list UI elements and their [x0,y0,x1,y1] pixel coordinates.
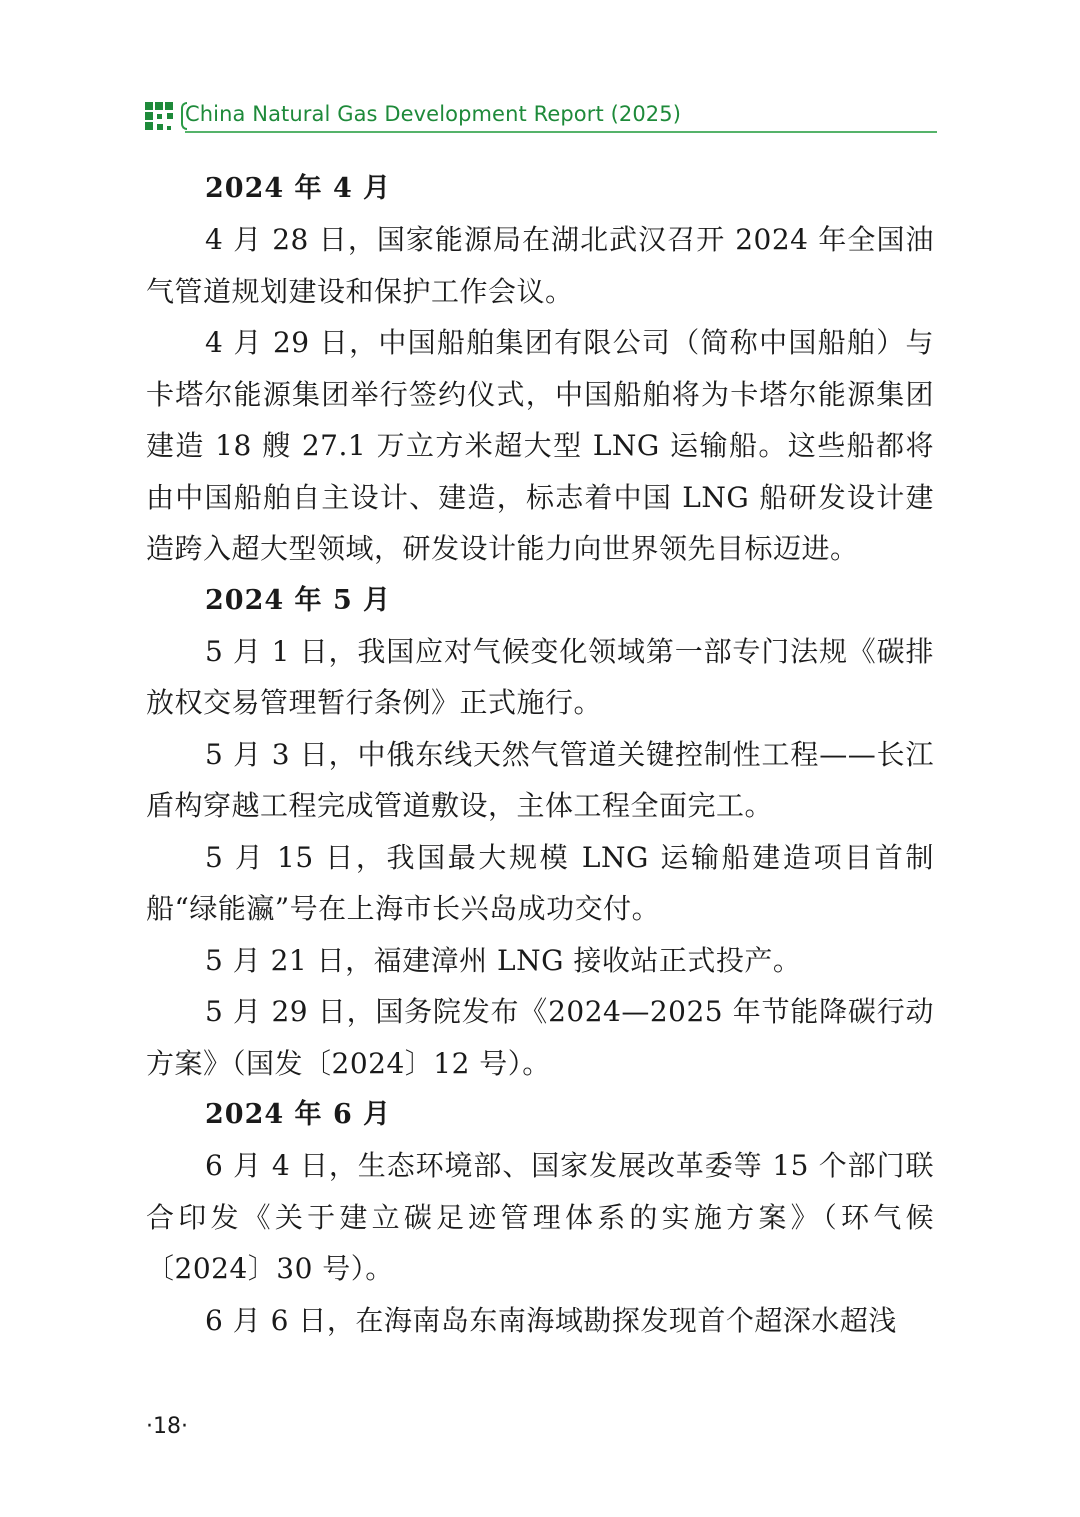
section-may [146,575,934,1090]
report-title: China Natural Gas Development Report (2025) [185,102,682,126]
report-logo-icon [145,102,175,132]
section-april [146,163,934,575]
paragraph: 6 月 4 日，生态环境部、国家发展改革委等 15 个部门联合印发《关于建立碳足迹管理体系的实施方案》（环气候〔2024〕30 号）。 [146,1149,934,1285]
paragraph: 5 月 1 日，我国应对气候变化领域第一部专门法规《碳排放权交易管理暂行条例》正式施行。 [146,634,934,719]
page-body [146,163,934,1346]
paragraph: 5 月 21 日，福建漳州 LNG 接收站正式投产。 [205,943,802,977]
section-heading: 2024 年 6 月 [205,1099,392,1130]
header-divider [185,131,937,133]
paragraph: 6 月 6 日，在海南岛东南海域勘探发现首个超深水超浅 [205,1303,897,1337]
section-heading: 2024 年 4 月 [205,173,392,204]
section-june [146,1089,934,1346]
paragraph: 4 月 29 日，中国船舶集团有限公司（简称中国船舶）与卡塔尔能源集团举行签约仪式，中国船舶将为卡塔尔能源集团建造 18 艘 27.1 万立方米超大型 LNG 运输船。这些船都将由中国船舶自主设计、建造，标志着中国 LNG 船研发设计建造跨入超大型领域，研发设计能力向世界领先目标迈进。 [146,326,934,565]
paragraph: 4 月 28 日，国家能源局在湖北武汉召开 2024 年全国油气管道规划建设和保护工作会议。 [146,223,934,308]
page-header [145,100,935,134]
paragraph: 5 月 3 日，中俄东线天然气管道关键控制性工程——长江盾构穿越工程完成管道敷设，主体工程全面完工。 [146,737,934,822]
page-number: ·18· [146,1414,188,1439]
paragraph: 5 月 29 日，国务院发布《2024—2025 年节能降碳行动方案》（国发〔2024〕12 号）。 [146,995,934,1080]
section-heading: 2024 年 5 月 [205,584,392,616]
paragraph: 5 月 15 日，我国最大规模 LNG 运输船建造项目首制船“绿能瀛”号在上海市长兴岛成功交付。 [146,840,934,925]
